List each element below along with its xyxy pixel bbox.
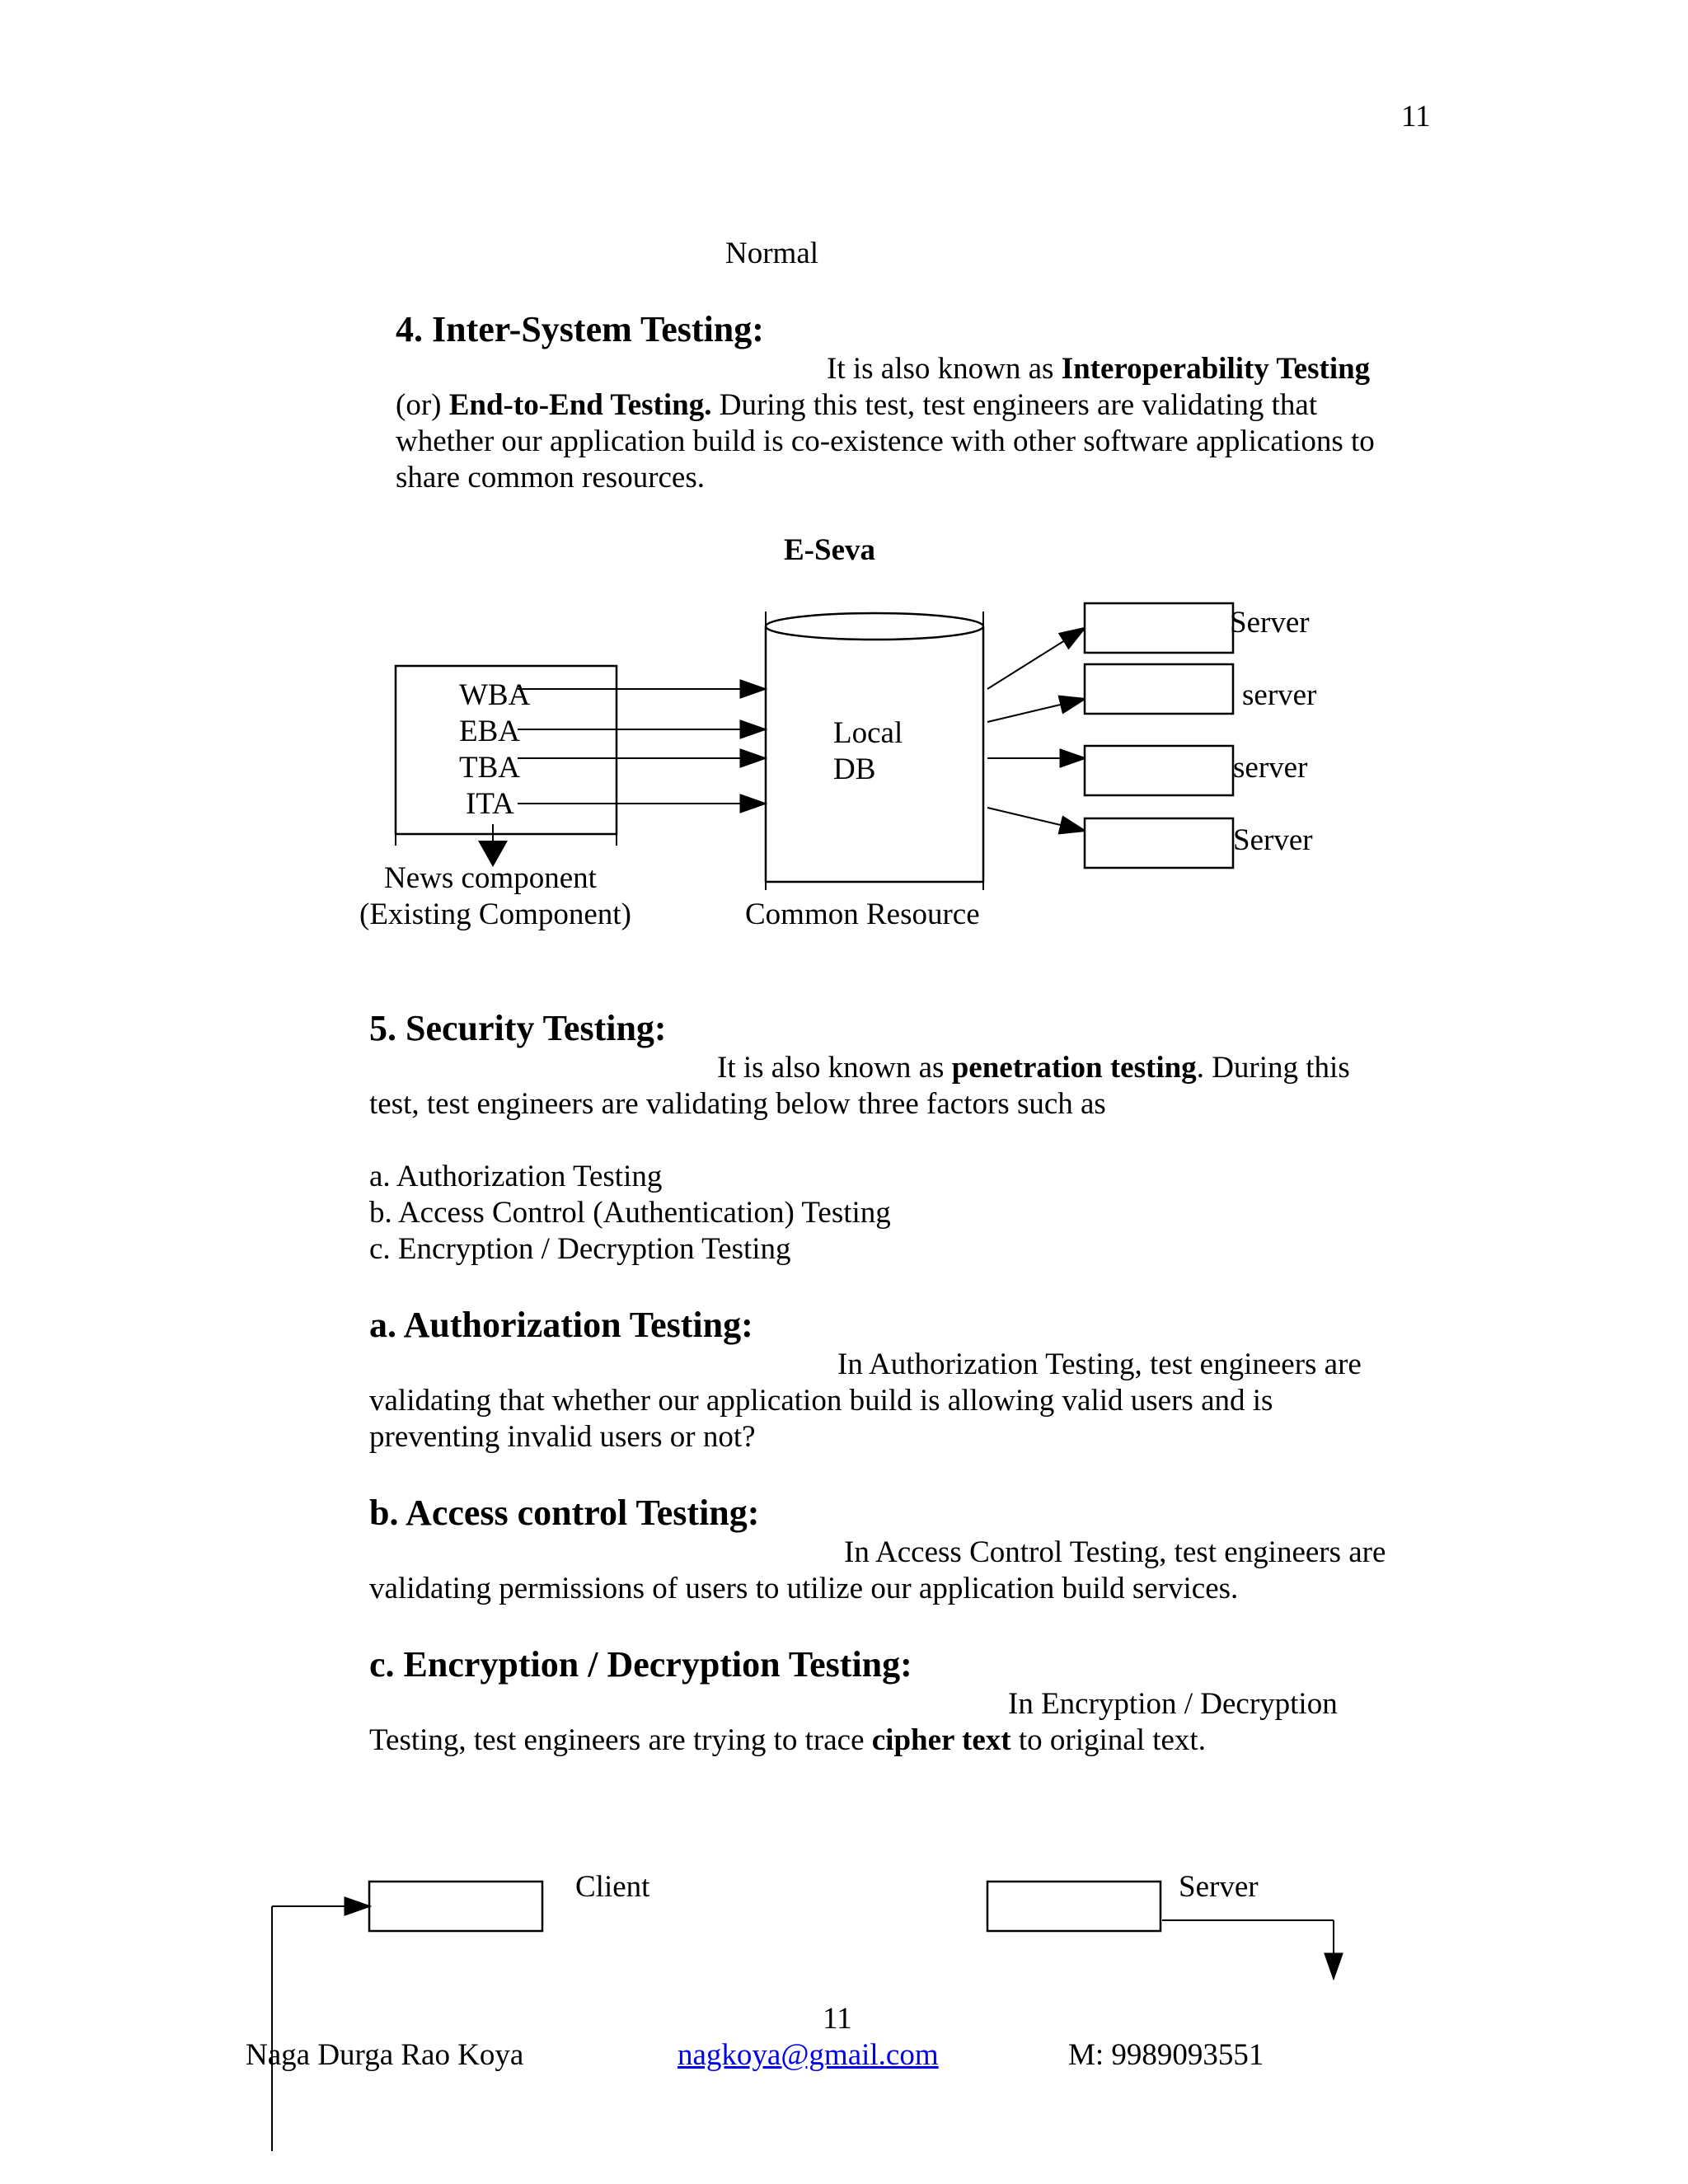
security-paragraph [369, 1050, 1350, 1122]
encryption-heading: c. Encryption / Decryption Testing: [369, 1644, 912, 1685]
db-label-line1: Local [833, 716, 903, 750]
style-label: Normal [725, 237, 819, 270]
server-box-4 [1085, 818, 1233, 868]
security-line2: test, test engineers are validating below three factors such as [369, 1087, 1106, 1121]
encryption-line1: In Encryption / Decryption [1008, 1687, 1338, 1721]
encryption-paragraph [369, 1686, 1338, 1759]
inter-system-heading: 4. Inter-System Testing: [396, 309, 764, 349]
security-line1-post: . During this [1196, 1051, 1350, 1085]
component-eba: EBA [459, 715, 520, 748]
inter-system-line1: It is also known as [827, 352, 1062, 386]
arrow-db-server-2 [987, 699, 1085, 722]
news-component-label: News component [384, 861, 597, 895]
authorization-line1: In Authorization Testing, test engineers are [837, 1347, 1362, 1381]
page-number: 11 [1401, 100, 1431, 134]
server-label-bottom: Server [1179, 1870, 1259, 1904]
end-to-end-term: End-to-End Testing. [448, 388, 712, 422]
footer-email-link[interactable]: nagkoya@gmail.com [678, 2038, 939, 2072]
security-heading: 5. Security Testing: [369, 1008, 667, 1048]
security-line1-pre: It is also known as [717, 1051, 952, 1085]
server-label-3: server [1233, 751, 1308, 785]
penetration-term: penetration testing [951, 1051, 1197, 1085]
server-box-1 [1085, 603, 1233, 653]
server-box-2 [1085, 664, 1233, 714]
server-label-4: Server [1233, 823, 1313, 857]
factor-access-control: b. Access Control (Authentication) Testing [369, 1196, 891, 1230]
inter-system-line4: share common resources. [396, 461, 706, 494]
component-tba: TBA [459, 751, 520, 785]
diagram-title: E-Seva [784, 533, 875, 567]
access-control-heading: b. Access control Testing: [369, 1493, 760, 1533]
client-label: Client [575, 1870, 650, 1904]
authorization-paragraph [369, 1347, 1362, 1455]
server-label-2: server [1242, 678, 1317, 712]
inter-system-line3: whether our application build is co-existence with other software applications to [396, 424, 1375, 458]
factor-authorization: a. Authorization Testing [369, 1160, 663, 1193]
arrow-db-server-4 [987, 808, 1085, 831]
db-label-line2: DB [833, 752, 876, 786]
inter-system-line2-post: During this test, test engineers are validating that [711, 388, 1318, 422]
component-wba: WBA [459, 678, 531, 712]
access-control-line1: In Access Control Testing, test engineers are [844, 1535, 1386, 1569]
common-resource-label: Common Resource [745, 898, 980, 931]
security-factors-list [369, 1159, 891, 1268]
arrow-db-server-1 [987, 628, 1085, 689]
factor-encryption: c. Encryption / Decryption Testing [369, 1232, 791, 1266]
authorization-line3: preventing invalid users or not? [369, 1420, 756, 1454]
component-ita: ITA [466, 787, 514, 821]
footer-page-number: 11 [823, 2002, 852, 2036]
inter-system-line2-pre: (or) [396, 388, 449, 422]
encryption-line2-post: to original text. [1010, 1723, 1206, 1757]
access-control-paragraph [369, 1535, 1386, 1607]
authorization-line2: validating that whether our application build is allowing valid users and is [369, 1384, 1273, 1418]
access-control-line2: validating permissions of users to utilize our application build services. [369, 1572, 1239, 1605]
server-box-3 [1085, 746, 1233, 795]
server-label-1: Server [1230, 606, 1310, 640]
existing-component-label: (Existing Component) [359, 898, 631, 931]
cipher-text-term: cipher text [871, 1723, 1011, 1757]
encryption-line2-pre: Testing, test engineers are trying to trace [369, 1723, 872, 1757]
server-box-bottom [987, 1882, 1160, 1931]
footer-phone: M: 9989093551 [1068, 2038, 1264, 2072]
authorization-heading: a. Authorization Testing: [369, 1305, 753, 1345]
client-box [369, 1882, 542, 1931]
interoperability-term: Interoperability Testing [1061, 352, 1371, 386]
footer-author: Naga Durga Rao Koya [246, 2038, 524, 2072]
